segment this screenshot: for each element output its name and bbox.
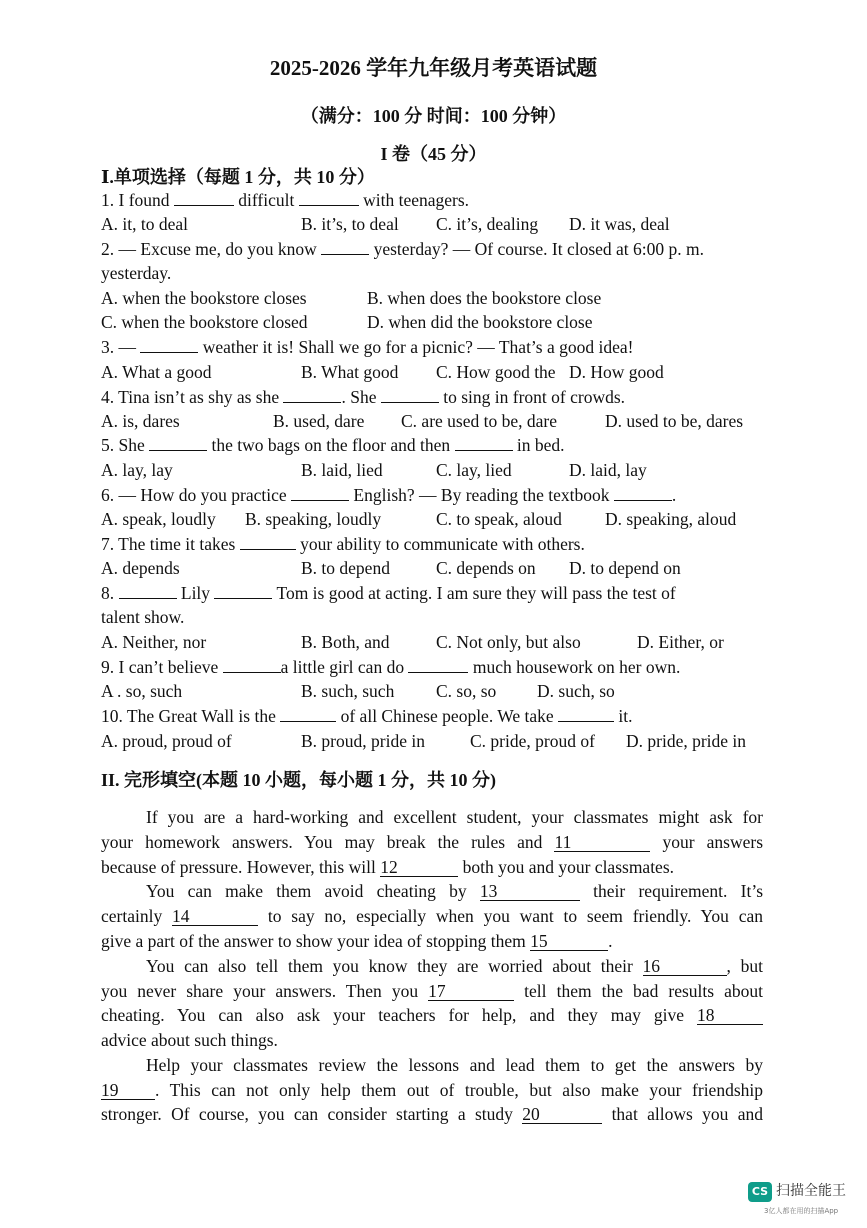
passage-text: your answers xyxy=(650,832,764,852)
passage-line xyxy=(101,856,763,878)
question-stem xyxy=(101,582,676,604)
answer-option: B. Both, and xyxy=(301,632,390,652)
answer-option: C. are used to be, dare xyxy=(401,411,557,431)
passage-text: . This can not only help them out of trouble, but also make your friendship xyxy=(155,1080,763,1100)
answer-option: A. it, to deal xyxy=(101,214,188,234)
stem-text: 7. The time it takes xyxy=(101,534,240,554)
passage-line xyxy=(101,905,763,927)
stem-text: the two bags on the floor and then xyxy=(207,435,455,455)
stem-text: . xyxy=(671,485,677,505)
answer-option: D. How good xyxy=(569,362,664,382)
stem-text: 8. xyxy=(101,583,119,603)
passage-text: both you and your classmates. xyxy=(458,857,675,877)
answer-blank xyxy=(321,238,369,255)
stem-text: 3. — xyxy=(101,337,141,357)
stem-text: yesterday? — Of course. It closed at 6:00 p. m. xyxy=(369,239,705,259)
answer-option: A. lay, lay xyxy=(101,460,173,480)
cloze-blank: 13 xyxy=(480,882,580,901)
answer-option: D. speaking, aloud xyxy=(605,509,737,529)
passage-text: tell them the bad results about xyxy=(514,981,764,1001)
passage-line xyxy=(146,955,763,977)
answer-option: B. proud, pride in xyxy=(301,731,425,751)
stem-text: it. xyxy=(614,706,633,726)
answer-option: C. when the bookstore closed xyxy=(101,312,308,332)
question-stem xyxy=(101,189,469,211)
answer-blank xyxy=(223,656,281,673)
cloze-blank: 11 xyxy=(554,833,650,852)
question-stem-continued: yesterday. xyxy=(101,263,172,283)
answer-blank xyxy=(280,705,336,722)
cloze-blank: 18 xyxy=(697,1006,763,1025)
cloze-blank: 15 xyxy=(530,932,608,951)
question-stem xyxy=(101,238,704,260)
passage-text: because of pressure. However, this will xyxy=(101,857,381,877)
answer-blank xyxy=(240,533,296,550)
stem-text: to sing in front of crowds. xyxy=(438,387,626,407)
passage-line xyxy=(101,831,763,853)
cloze-blank: 17 xyxy=(428,982,514,1001)
passage-text: their requirement. It’s xyxy=(579,881,763,901)
stem-text: 1. I found xyxy=(101,190,174,210)
passage-line xyxy=(146,1054,763,1076)
passage-text: stronger. Of course, you can consider starting a study xyxy=(101,1104,523,1124)
answer-option: B. such, such xyxy=(301,681,395,701)
section1-heading: Ⅰ.单项选择（每题 1 分，共 10 分） xyxy=(101,167,375,187)
answer-blank xyxy=(149,434,207,451)
question-stem xyxy=(101,434,565,456)
scanner-tagline: 3亿人都在用的扫描App xyxy=(764,1207,839,1215)
answer-option: A. proud, proud of xyxy=(101,731,232,751)
answer-blank xyxy=(119,582,177,599)
answer-option: A. depends xyxy=(101,558,180,578)
volume-heading: I 卷（45 分） xyxy=(380,144,487,164)
exam-subtitle: （满分：100 分 时间：100 分钟） xyxy=(300,106,567,126)
answer-blank xyxy=(455,434,513,451)
answer-option: A. What a good xyxy=(101,362,212,382)
question-stem xyxy=(101,656,680,678)
passage-line xyxy=(101,1004,763,1026)
passage-text: , but xyxy=(726,956,763,976)
passage-text: If you are a hard-working and excellent student, your classmates might ask for xyxy=(146,807,763,827)
passage-text: advice about such things. xyxy=(101,1030,278,1050)
answer-blank xyxy=(291,484,349,501)
stem-text: 6. — How do you practice xyxy=(101,485,292,505)
passage-line xyxy=(146,880,763,902)
answer-option: B. it’s, to deal xyxy=(301,214,399,234)
passage-text: your homework answers. You may break the rules and xyxy=(101,832,555,852)
passage-text: . xyxy=(608,931,613,951)
answer-option: D. used to be, dares xyxy=(605,411,744,431)
stem-text: 4. Tina isn’t as shy as she xyxy=(101,387,284,407)
stem-text: difficult xyxy=(233,190,299,210)
answer-option: C. so, so xyxy=(436,681,497,701)
passage-text: Help your classmates review the lessons and lead them to get the answers by xyxy=(146,1055,763,1075)
stem-text: your ability to communicate with others. xyxy=(295,534,585,554)
cloze-blank: 19 xyxy=(101,1081,155,1100)
cloze-blank: 14 xyxy=(172,907,258,926)
answer-option: C. How good the xyxy=(436,362,556,382)
cloze-blank: 12 xyxy=(380,858,458,877)
question-stem xyxy=(101,705,633,727)
answer-option: C. it’s, dealing xyxy=(436,214,539,234)
stem-text: a little girl can do xyxy=(280,657,409,677)
stem-text: English? — By reading the textbook xyxy=(349,485,614,505)
answer-blank xyxy=(614,484,672,501)
answer-blank xyxy=(381,386,439,403)
answer-option: D. to depend on xyxy=(569,558,681,578)
answer-blank xyxy=(174,189,234,206)
question-stem xyxy=(101,336,633,358)
passage-line xyxy=(101,930,763,952)
passage-line xyxy=(101,1079,763,1101)
answer-option: D. it was, deal xyxy=(569,214,670,234)
passage-text: cheating. You can also ask your teachers for help, and they may give xyxy=(101,1005,697,1025)
passage-line xyxy=(101,980,763,1002)
passage-text: You can make them avoid cheating by xyxy=(146,881,480,901)
answer-option: A. when the bookstore closes xyxy=(101,288,307,308)
answer-option: D. pride, pride in xyxy=(626,731,747,751)
question-stem xyxy=(101,533,585,555)
answer-option: C. depends on xyxy=(436,558,536,578)
question-stem xyxy=(101,386,625,408)
answer-option: A. Neither, nor xyxy=(101,632,207,652)
answer-blank xyxy=(140,336,198,353)
answer-option: C. Not only, but also xyxy=(436,632,581,652)
cloze-blank: 16 xyxy=(643,957,727,976)
answer-option: A. is, dares xyxy=(101,411,180,431)
stem-text: 9. I can’t believe xyxy=(101,657,223,677)
stem-text: much housework on her own. xyxy=(468,657,681,677)
stem-text: 2. — Excuse me, do you know xyxy=(101,239,322,259)
passage-text: to say no, especially when you want to seem friendly. You can xyxy=(258,906,763,926)
answer-option: B. used, dare xyxy=(273,411,365,431)
stem-text: Tom is good at acting. I am sure they will pass the test of xyxy=(272,583,676,603)
passage-text: you never share your answers. Then you xyxy=(101,981,429,1001)
answer-option: A . so, such xyxy=(101,681,183,701)
stem-text: weather it is! Shall we go for a picnic? — That’s a good idea! xyxy=(198,337,634,357)
scanner-brand: 扫描全能王 xyxy=(776,1183,846,1199)
answer-option: D. laid, lay xyxy=(569,460,647,480)
stem-text: 5. She xyxy=(101,435,150,455)
passage-line xyxy=(101,1029,763,1051)
answer-option: C. to speak, aloud xyxy=(436,509,562,529)
answer-option: B. What good xyxy=(301,362,399,382)
stem-text: with teenagers. xyxy=(358,190,470,210)
answer-option: B. to depend xyxy=(301,558,390,578)
answer-blank xyxy=(558,705,614,722)
exam-title: 2025-2026 学年九年级月考英语试题 xyxy=(269,56,598,80)
answer-option: D. Either, or xyxy=(637,632,724,652)
passage-text: certainly xyxy=(101,906,173,926)
answer-option: B. when does the bookstore close xyxy=(367,288,602,308)
answer-option: C. lay, lied xyxy=(436,460,512,480)
passage-text: give a part of the answer to show your idea of stopping them xyxy=(101,931,531,951)
stem-text: 10. The Great Wall is the xyxy=(101,706,281,726)
answer-blank xyxy=(299,189,359,206)
stem-text: of all Chinese people. We take xyxy=(336,706,559,726)
answer-option: B. speaking, loudly xyxy=(245,509,382,529)
section2-heading: II. 完形填空(本题 10 小题，每小题 1 分，共 10 分) xyxy=(101,770,496,790)
answer-option: C. pride, proud of xyxy=(470,731,595,751)
answer-blank xyxy=(214,582,272,599)
passage-text: that allows you and xyxy=(602,1104,763,1124)
stem-text: . She xyxy=(341,387,381,407)
passage-text: You can also tell them you know they are worried about their xyxy=(146,956,643,976)
passage-line xyxy=(146,806,763,828)
answer-blank xyxy=(283,386,341,403)
answer-option: B. laid, lied xyxy=(301,460,383,480)
cloze-blank: 20 xyxy=(522,1105,602,1124)
scanner-logo-icon: CS xyxy=(748,1182,772,1202)
passage-line xyxy=(101,1103,763,1125)
question-stem xyxy=(101,484,676,506)
answer-option: D. when did the bookstore close xyxy=(367,312,593,332)
answer-option: A. speak, loudly xyxy=(101,509,216,529)
answer-blank xyxy=(408,656,468,673)
stem-text: Lily xyxy=(176,583,215,603)
question-stem-continued: talent show. xyxy=(101,607,185,627)
answer-option: D. such, so xyxy=(537,681,615,701)
stem-text: in bed. xyxy=(512,435,565,455)
